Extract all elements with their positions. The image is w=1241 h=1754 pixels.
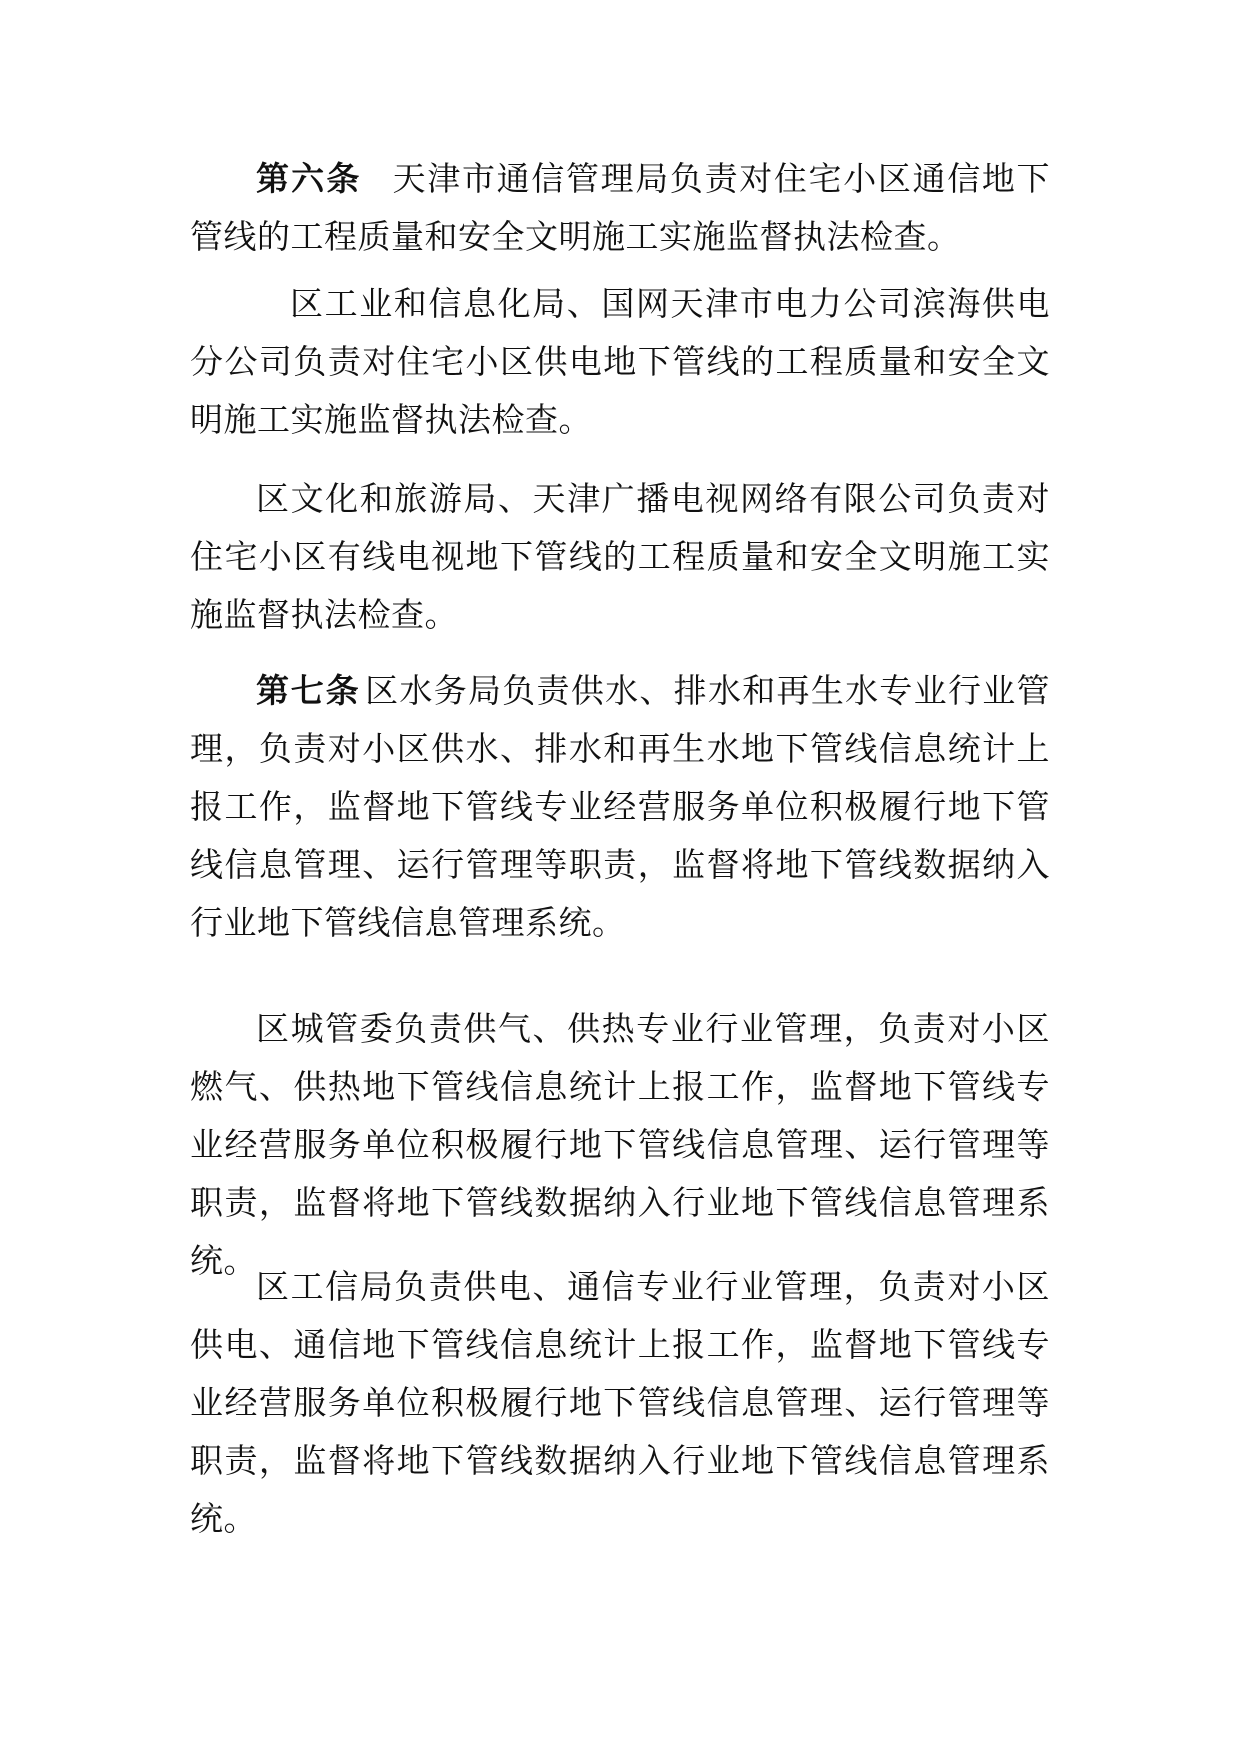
paragraph-power-telecom-management xyxy=(190,1258,1050,1548)
paragraph-text: 天津市通信管理局负责对住宅小区通信地下管线的工程质量和安全文明施工实施监督执法检查。 xyxy=(190,159,1051,256)
paragraph-text: 区工信局负责供电、通信专业行业管理，负责对小区供电、通信地下管线信息统计上报工作，监督地下管线专业经营服务单位积极履行地下管线信息管理、运行管理等职责，监督将地下管线数据纳入行业地下管线信息管理系统。 xyxy=(190,1267,1050,1538)
paragraph-article-6 xyxy=(190,150,1050,266)
article-number: 第七条 xyxy=(256,671,361,710)
paragraph-text: 区工业和信息化局、国网天津市电力公司滨海供电分公司负责对住宅小区供电地下管线的工程质量和安全文明施工实施监督执法检查。 xyxy=(190,284,1050,439)
paragraph-text: 区城管委负责供气、供热专业行业管理，负责对小区燃气、供热地下管线信息统计上报工作，监督地下管线专业经营服务单位积极履行地下管线信息管理、运行管理等职责，监督将地下管线数据纳入行业地下管线信息管理系统。 xyxy=(190,1009,1050,1280)
paragraph-power-supervision xyxy=(190,275,1050,449)
paragraph-text: 区文化和旅游局、天津广播电视网络有限公司负责对住宅小区有线电视地下管线的工程质量和安全文明施工实施监督执法检查。 xyxy=(190,479,1050,634)
paragraph-text: 区水务局负责供水、排水和再生水专业行业管理，负责对小区供水、排水和再生水地下管线信息统计上报工作，监督地下管线专业经营服务单位积极履行地下管线信息管理、运行管理等职责，监督将地下管线数据纳入行业地下管线信息管理系统。 xyxy=(190,671,1051,942)
article-number: 第六条 xyxy=(256,159,362,198)
paragraph-cable-tv-supervision xyxy=(190,470,1050,644)
paragraph-gas-heat-management xyxy=(190,1000,1050,1290)
paragraph-article-7 xyxy=(190,662,1050,952)
